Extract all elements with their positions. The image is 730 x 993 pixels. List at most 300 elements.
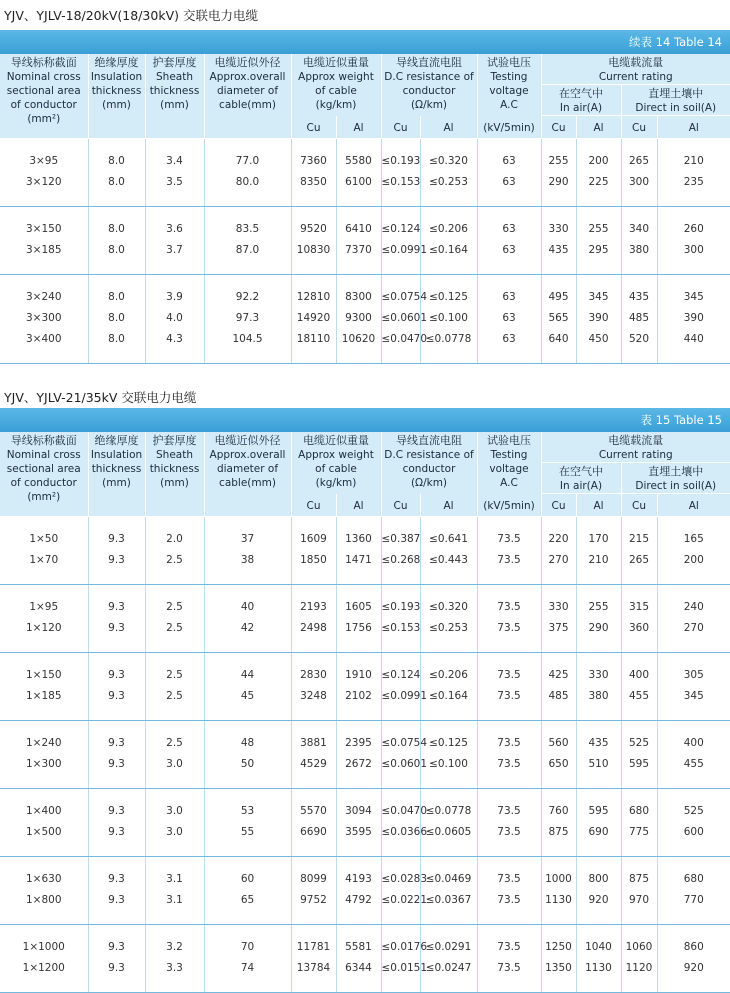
cell-insulation: 9.3 (88, 890, 145, 911)
cell-test-voltage: 73.5 (477, 597, 541, 618)
spacer-cell (88, 517, 145, 530)
spacer-cell (576, 585, 621, 598)
header-en: Insulation (90, 71, 143, 83)
cell-insulation: 9.3 (88, 686, 145, 707)
spacer-cell (621, 789, 657, 802)
cell-diameter: 80.0 (204, 172, 291, 193)
cell-soil-cu: 215 (621, 529, 657, 550)
group-divider (0, 911, 730, 925)
header-en: cable(mm) (219, 477, 276, 489)
spacer-cell (336, 275, 381, 288)
cell-soil-al: 600 (683, 826, 704, 838)
header-voltage (477, 54, 541, 116)
header-en: cable(mm) (219, 99, 276, 111)
group-spacer (0, 585, 730, 598)
cell-air-al: 510 (576, 754, 621, 775)
cell-resistance-cu: ≤0.193 (381, 151, 420, 172)
spacer-cell (477, 775, 541, 789)
spacer-cell (576, 139, 621, 152)
cell-resistance-cu: ≤0.268 (381, 550, 420, 571)
spacer-cell (541, 585, 576, 598)
cell-test-voltage: 73.5 (477, 529, 541, 550)
spacer-cell (420, 925, 477, 938)
spacer-cell (576, 639, 621, 653)
cell-weight-cu: 2498 (291, 618, 336, 639)
spacer-cell (477, 979, 541, 993)
spacer-cell (657, 789, 730, 802)
cell-soil-cu: 1120 (621, 958, 657, 979)
spacer-cell (621, 193, 657, 207)
header-en: thickness (91, 463, 142, 475)
cell-sheath: 4.3 (145, 329, 204, 350)
header-en: A.C (500, 477, 518, 489)
cell-sheath: 3.6 (145, 219, 204, 240)
cell-resistance-al: ≤0.0291 (420, 937, 477, 958)
spacer-cell (0, 925, 88, 938)
group-divider (0, 843, 730, 857)
cell-weight-al: 6100 (336, 172, 381, 193)
cell-air-cu: 330 (541, 597, 576, 618)
cell-air-cu: 640 (541, 329, 576, 350)
spacer-cell (420, 911, 477, 925)
cell-conductor-size: 3×120 (0, 172, 88, 193)
cell-soil-cu: 435 (621, 287, 657, 308)
spacer-cell (657, 843, 730, 857)
spacer-cell (381, 653, 420, 666)
cell-test-voltage: 73.5 (477, 733, 541, 754)
header-in-air (541, 463, 621, 494)
header-en: diameter of (216, 463, 279, 475)
cell-weight-al: 6410 (336, 219, 381, 240)
cell-test-voltage: 73.5 (477, 618, 541, 639)
spacer-cell (477, 843, 541, 857)
spacer-cell (381, 979, 420, 993)
cell-sheath: 3.1 (145, 869, 204, 890)
cell-soil-al: 345 (683, 291, 704, 303)
spacer-cell (0, 775, 88, 789)
spacer-cell (420, 789, 477, 802)
group-divider (0, 707, 730, 721)
spacer-cell (381, 775, 420, 789)
cell-insulation: 9.3 (88, 597, 145, 618)
spacer-cell (0, 350, 88, 364)
spacer-cell (541, 979, 576, 993)
cell-air-cu: 560 (541, 733, 576, 754)
spacer-cell (657, 925, 730, 938)
cell-test-voltage: 73.5 (477, 754, 541, 775)
cell-resistance-al: ≤0.320 (420, 597, 477, 618)
header-resistance (381, 432, 477, 494)
spacer-cell (621, 721, 657, 734)
spacer-cell (621, 517, 657, 530)
cell-resistance-cu: ≤0.0283 (381, 869, 420, 890)
header-conductor (0, 432, 88, 517)
header-en: Approx weight (298, 71, 374, 83)
cell-sheath: 2.5 (145, 665, 204, 686)
spacer-cell (88, 139, 145, 152)
spacer-cell (381, 207, 420, 220)
spacer-cell (657, 517, 730, 530)
table-row (0, 754, 730, 775)
cell-diameter: 60 (204, 869, 291, 890)
cell-soil-al: 260 (683, 223, 704, 235)
spacer-cell (291, 843, 336, 857)
cell-soil-al: 860 (683, 941, 704, 953)
cell-diameter: 74 (204, 958, 291, 979)
cell-weight-cu: 12810 (291, 287, 336, 308)
spacer-cell (145, 925, 204, 938)
cell-diameter: 87.0 (204, 240, 291, 261)
cell-insulation: 8.0 (88, 219, 145, 240)
spacer-cell (336, 139, 381, 152)
spacer-cell (621, 911, 657, 925)
spacer-cell (541, 517, 576, 530)
spacer-cell (204, 571, 291, 585)
cell-soil-al: 680 (683, 873, 704, 885)
header-en: voltage (489, 463, 529, 475)
spacer-cell (0, 843, 88, 857)
cell-test-voltage: 63 (477, 219, 541, 240)
cell-air-cu: 760 (541, 801, 576, 822)
header-cu: Cu (621, 494, 657, 517)
header-en: conductor (402, 85, 456, 97)
cell-soil-al: 440 (683, 333, 704, 345)
cell-soil-cu: 485 (621, 308, 657, 329)
cell-resistance-al: ≤0.641 (420, 529, 477, 550)
header-en: Sheath (156, 449, 193, 461)
cell-weight-al: 4792 (336, 890, 381, 911)
cell-conductor-size: 1×95 (0, 597, 88, 618)
header-en: (kg/km) (315, 477, 357, 489)
cell-insulation: 9.3 (88, 733, 145, 754)
spacer-cell (204, 911, 291, 925)
header-en: D.C resistance of (384, 71, 474, 83)
spacer-cell (291, 721, 336, 734)
cell-conductor-size: 3×300 (0, 308, 88, 329)
spacer-cell (336, 653, 381, 666)
spacer-cell (88, 350, 145, 364)
spacer-cell (336, 721, 381, 734)
spacer-cell (420, 979, 477, 993)
spacer-cell (657, 707, 730, 721)
spacer-cell (541, 207, 576, 220)
cell-sheath: 2.5 (145, 618, 204, 639)
group-spacer (0, 517, 730, 530)
cell-resistance-al: ≤0.0778 (420, 801, 477, 822)
cell-diameter: 83.5 (204, 219, 291, 240)
spacer-cell (420, 350, 477, 364)
spacer-cell (336, 517, 381, 530)
cell-air-cu: 290 (541, 172, 576, 193)
cell-soil-cu: 340 (621, 219, 657, 240)
cell-air-al: 225 (576, 172, 621, 193)
cell-sheath: 3.0 (145, 754, 204, 775)
cell-air-cu: 875 (541, 822, 576, 843)
spacer-cell (420, 517, 477, 530)
header-al: Al (576, 494, 621, 517)
cell-weight-cu: 1850 (291, 550, 336, 571)
cell-air-cu: 1250 (541, 937, 576, 958)
header-sheath (145, 432, 204, 517)
cell-resistance-al: ≤0.253 (420, 618, 477, 639)
spacer-cell (204, 721, 291, 734)
spacer-cell (145, 653, 204, 666)
spacer-cell (381, 857, 420, 870)
cell-insulation: 9.3 (88, 801, 145, 822)
spacer-cell (420, 207, 477, 220)
spacer-cell (420, 585, 477, 598)
header-en: (Ω/km) (410, 99, 448, 111)
spacer-cell (621, 585, 657, 598)
cell-conductor-size: 1×70 (0, 550, 88, 571)
spacer-cell (336, 193, 381, 207)
spacer-cell (477, 911, 541, 925)
cell-weight-al: 4193 (336, 869, 381, 890)
cell-weight-al: 3595 (336, 822, 381, 843)
cell-test-voltage: 73.5 (477, 822, 541, 843)
cell-air-cu: 495 (541, 287, 576, 308)
cell-soil-cu: 520 (621, 329, 657, 350)
header-zh: 试验电压 (487, 434, 531, 447)
cell-conductor-size: 3×185 (0, 240, 88, 261)
table-row (0, 618, 730, 639)
cell-sheath: 3.0 (145, 801, 204, 822)
spacer-cell (576, 925, 621, 938)
spacer-cell (477, 857, 541, 870)
spacer-cell (145, 350, 204, 364)
header-cu: Cu (381, 116, 420, 139)
header-en: (kg/km) (315, 99, 357, 111)
cell-resistance-al: ≤0.100 (420, 308, 477, 329)
header-zh: 导线直流电阻 (396, 434, 462, 447)
header-zh: 电缆近似外径 (214, 434, 281, 447)
cell-soil-cu: 300 (621, 172, 657, 193)
spacer-cell (657, 857, 730, 870)
cell-air-cu: 485 (541, 686, 576, 707)
spacer-cell (381, 721, 420, 734)
spacer-cell (336, 789, 381, 802)
table-row (0, 686, 730, 707)
cell-weight-cu: 11781 (291, 937, 336, 958)
cell-resistance-al: ≤0.206 (420, 219, 477, 240)
cell-sheath: 3.1 (145, 890, 204, 911)
header-current (541, 54, 730, 85)
cell-diameter: 104.5 (204, 329, 291, 350)
cell-resistance-cu: ≤0.0601 (381, 754, 420, 775)
header-zh: 试验电压 (487, 56, 531, 69)
spacer-cell (381, 911, 420, 925)
spacer-cell (576, 775, 621, 789)
spacer-cell (541, 775, 576, 789)
cell-conductor-size: 1×240 (0, 733, 88, 754)
cell-air-al: 200 (576, 151, 621, 172)
cell-soil-al: 210 (683, 155, 704, 167)
cell-sheath: 2.5 (145, 733, 204, 754)
cell-resistance-al: ≤0.320 (420, 151, 477, 172)
spacer-cell (576, 789, 621, 802)
cell-soil-al: 455 (683, 758, 704, 770)
spacer-cell (541, 721, 576, 734)
cell-sheath: 4.0 (145, 308, 204, 329)
spacer-cell (420, 775, 477, 789)
table-row (0, 172, 730, 193)
spacer-cell (420, 275, 477, 288)
cell-air-al: 290 (576, 618, 621, 639)
spacer-cell (420, 843, 477, 857)
spacer-cell (0, 517, 88, 530)
cell-test-voltage: 73.5 (477, 937, 541, 958)
cell-air-al: 255 (576, 219, 621, 240)
cell-resistance-cu: ≤0.0601 (381, 308, 420, 329)
cell-insulation: 9.3 (88, 822, 145, 843)
cell-soil-cu: 525 (621, 733, 657, 754)
cell-soil-cu: 455 (621, 686, 657, 707)
cell-resistance-cu: ≤0.0470 (381, 329, 420, 350)
cell-test-voltage: 73.5 (477, 958, 541, 979)
cell-resistance-cu: ≤0.0991 (381, 686, 420, 707)
spacer-cell (576, 207, 621, 220)
header-zh: 电缆近似重量 (303, 56, 369, 69)
spacer-cell (145, 857, 204, 870)
table-row (0, 733, 730, 754)
spacer-cell (621, 653, 657, 666)
spacer-cell (204, 193, 291, 207)
spacer-cell (145, 193, 204, 207)
spacer-cell (145, 571, 204, 585)
spacer-cell (145, 775, 204, 789)
spacer-cell (336, 261, 381, 275)
cell-soil-al: 920 (683, 962, 704, 974)
group-divider (0, 261, 730, 275)
spacer-cell (420, 571, 477, 585)
cell-soil-al: 165 (683, 533, 704, 545)
spacer-cell (657, 261, 730, 275)
header-en: sectional area (6, 463, 81, 475)
spacer-cell (621, 857, 657, 870)
spacer-cell (88, 925, 145, 938)
spacer-cell (204, 261, 291, 275)
spacer-cell (621, 707, 657, 721)
spacer-cell (291, 911, 336, 925)
cell-air-al: 800 (576, 869, 621, 890)
group-spacer (0, 789, 730, 802)
cell-air-al: 390 (576, 308, 621, 329)
cell-test-voltage: 73.5 (477, 869, 541, 890)
header-en: Sheath (156, 71, 193, 83)
table-row (0, 958, 730, 979)
cell-weight-cu: 6690 (291, 822, 336, 843)
spacer-cell (291, 925, 336, 938)
cell-diameter: 38 (204, 550, 291, 571)
header-zh: 电缆载流量 (608, 434, 664, 447)
spacer-cell (336, 925, 381, 938)
cell-weight-al: 6344 (336, 958, 381, 979)
spacer-cell (145, 843, 204, 857)
spacer-cell (621, 639, 657, 653)
header-in-soil (621, 463, 730, 494)
cell-weight-al: 1471 (336, 550, 381, 571)
spacer-cell (0, 857, 88, 870)
cell-conductor-size: 1×500 (0, 822, 88, 843)
spacer-cell (541, 193, 576, 207)
header-en: A.C (500, 99, 518, 111)
spacer-cell (477, 261, 541, 275)
cell-resistance-cu: ≤0.193 (381, 597, 420, 618)
spacer-cell (291, 585, 336, 598)
table-label: 续表 14 Table 14 (0, 30, 730, 54)
spacer-cell (291, 207, 336, 220)
header-al: Al (576, 116, 621, 139)
spacer-cell (576, 911, 621, 925)
cell-diameter: 53 (204, 801, 291, 822)
spacer-cell (657, 585, 730, 598)
spacer-cell (621, 925, 657, 938)
cell-sheath: 2.0 (145, 529, 204, 550)
cell-air-al: 1130 (576, 958, 621, 979)
cell-soil-cu: 315 (621, 597, 657, 618)
spacer-cell (336, 571, 381, 585)
spacer-cell (621, 350, 657, 364)
cell-conductor-size: 1×400 (0, 801, 88, 822)
cell-soil-al: 345 (683, 690, 704, 702)
cell-weight-al: 9300 (336, 308, 381, 329)
spacer-cell (204, 139, 291, 152)
cell-resistance-al: ≤0.0778 (420, 329, 477, 350)
header-en: (mm) (160, 99, 189, 111)
spacer-cell (204, 707, 291, 721)
spacer-cell (336, 639, 381, 653)
spacer-cell (0, 789, 88, 802)
spacer-cell (477, 653, 541, 666)
spacer-cell (336, 207, 381, 220)
spacer-cell (657, 193, 730, 207)
header-cu: Cu (621, 116, 657, 139)
spacer-cell (336, 707, 381, 721)
cell-conductor-size: 1×800 (0, 890, 88, 911)
cell-insulation: 8.0 (88, 172, 145, 193)
cell-weight-al: 10620 (336, 329, 381, 350)
spacer-cell (477, 789, 541, 802)
header-al: Al (336, 494, 381, 517)
cell-insulation: 8.0 (88, 329, 145, 350)
table-row (0, 550, 730, 571)
spacer-cell (291, 517, 336, 530)
cell-soil-cu: 1060 (621, 937, 657, 958)
table-row (0, 597, 730, 618)
cell-conductor-size: 3×240 (0, 287, 88, 308)
header-en: (mm) (102, 99, 131, 111)
header-en: Current rating (598, 449, 673, 461)
cell-diameter: 44 (204, 665, 291, 686)
spacer-cell (576, 707, 621, 721)
spacer-cell (0, 261, 88, 275)
header-zh: 导线标称截面 (10, 56, 77, 69)
cell-air-cu: 650 (541, 754, 576, 775)
spacer-cell (381, 639, 420, 653)
spacer-cell (657, 653, 730, 666)
spacer-cell (541, 139, 576, 152)
spacer-cell (576, 721, 621, 734)
spacer-cell (420, 707, 477, 721)
cell-diameter: 92.2 (204, 287, 291, 308)
header-en: Current rating (598, 71, 673, 83)
header-al: Al (657, 116, 730, 139)
table-row (0, 240, 730, 261)
spacer-cell (477, 139, 541, 152)
header-en: (mm) (160, 477, 189, 489)
spacer-cell (336, 350, 381, 364)
cell-diameter: 37 (204, 529, 291, 550)
